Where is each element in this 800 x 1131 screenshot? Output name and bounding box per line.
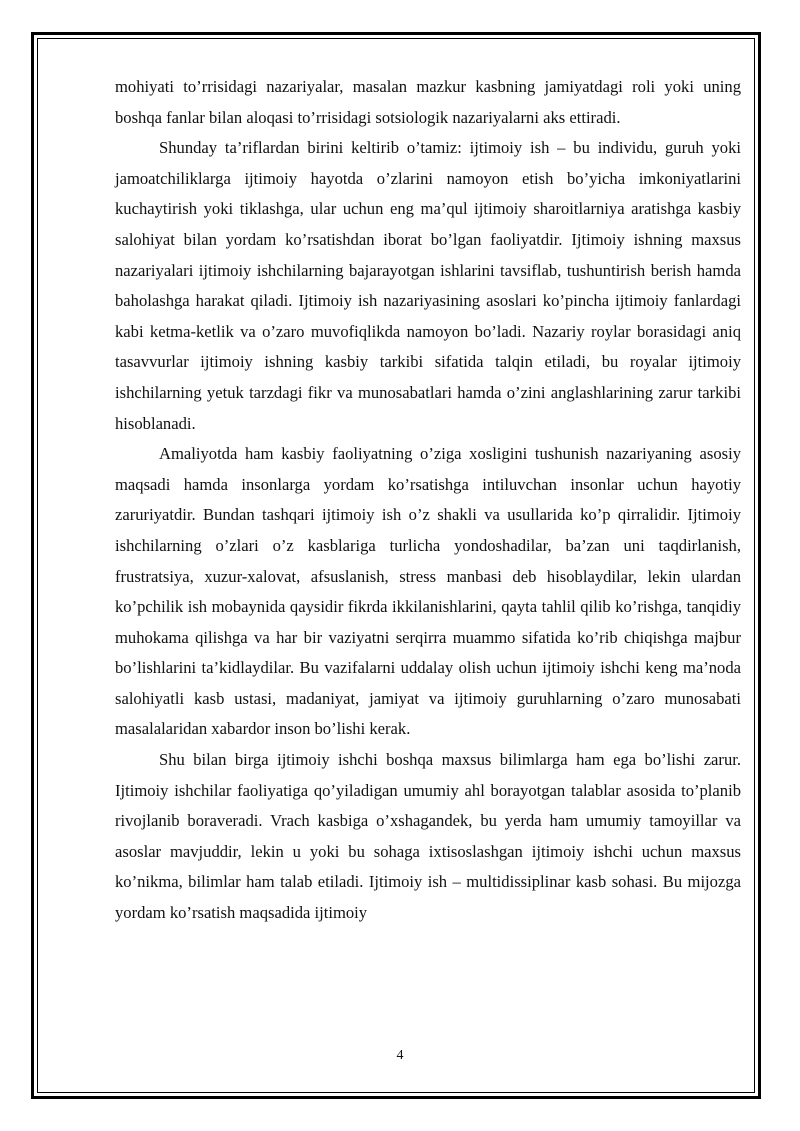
page-number: 4 [396,1048,404,1063]
paragraph: mohiyati to’rrisidagi nazariyalar, masalan mazkur kasbning jamiyatdagi roli yoki uning boshqa fanlar bilan aloqasi to’rrisidagi sotsiologik nazariyalarni aks ettiradi. [115,77,741,127]
paragraph: Shunday ta’riflardan birini keltirib o’tamiz: ijtimoiy ish – bu individu, guruh yoki jamoatchiliklarga ijtimoiy hayotda o’zlarini namoyon etish bo’yicha imkoniyatlarini kuchaytirish yoki tiklashga, ular uchun eng ma’qul ijtimoiy sharoitlarniya aratishga kasbiy salohiyat bilan yordam ko’rsatishdan iborat bo’lgan faoliyatdir. Ijtimoiy ishning maxsus nazariyalari ijtimoiy ishchilarning bajarayotgan ishlarini tavsiflab, tushuntirish berish hamda baholashga harakat qiladi. Ijtimoiy ish nazariyasining asoslari ko’pincha ijtimoiy fanlardagi kabi ketma-ketlik va o’zaro muvofiqlikda namoyon bo’ladi. Nazariy roylar borasidagi aniq tasavvurlar ijtimoiy ishning kasbiy tarkibi sifatida talqin etiladi, bu royalar ijtimoiy ishchilarning yetuk tarzdagi fikr va munosabatlari hamda o’zini anglashlarining zarur tarkibi hisoblanadi. [115,138,741,433]
paragraph: Shu bilan birga ijtimoiy ishchi boshqa maxsus bilimlarga ham ega bo’lishi zarur. Ijtimoiy ishchilar faoliyatiga qo’yiladigan umumiy ahl borayotgan talablar asosida to’planib rivojlanib boraveradi. Vrach kasbiga o’xshagandek, bu yerda ham umumiy tamoyillar va asoslar mavjuddir, lekin u yoki bu sohaga ixtisoslashgan ijtimoiy ishchi uchun maxsus ko’nikma, bilimlar ham talab etiladi. Ijtimoiy ish – multidissiplinar kasb sohasi. Bu mijozga yordam ko’rsatish maqsadida ijtimoiy [115,750,741,923]
paragraph: Amaliyotda ham kasbiy faoliyatning o’ziga xosligini tushunish nazariyaning asosiy maqsadi hamda insonlarga yordam ko’rsatishga intiluvchan insonlar uchun hayotiy zaruriyatdir. Bundan tashqari ijtimoiy ish o’z shakli va usullarida ko’p qirralidir. Ijtimoiy ishchilarning o’zlari o’z kasblariga turlicha yondoshadilar, ba’zan uni taqdirlanish, frustratsiya, xuzur-xalovat, afsuslanish, stress manbasi deb hisoblaydilar, lekin ulardan ko’pchilik ish mobaynida qaysidir fikrda ikkilanishlarini, qayta tahlil qilib ko’rishga, tanqidiy muhokama qilishga va har bir vaziyatni serqirra muammo sifatida ko’rib chiqishga majbur bo’lishlarini ta’kidlaydilar. Bu vazifalarni uddalay olish uchun ijtimoiy ishchi keng ma’noda salohiyatli kasb ustasi, madaniyat, jamiyat va ijtimoiy guruhlarning o’zaro munosabati masalalaridan xabardor inson bo’lishi kerak. [115,444,741,739]
document-body [115,72,741,929]
